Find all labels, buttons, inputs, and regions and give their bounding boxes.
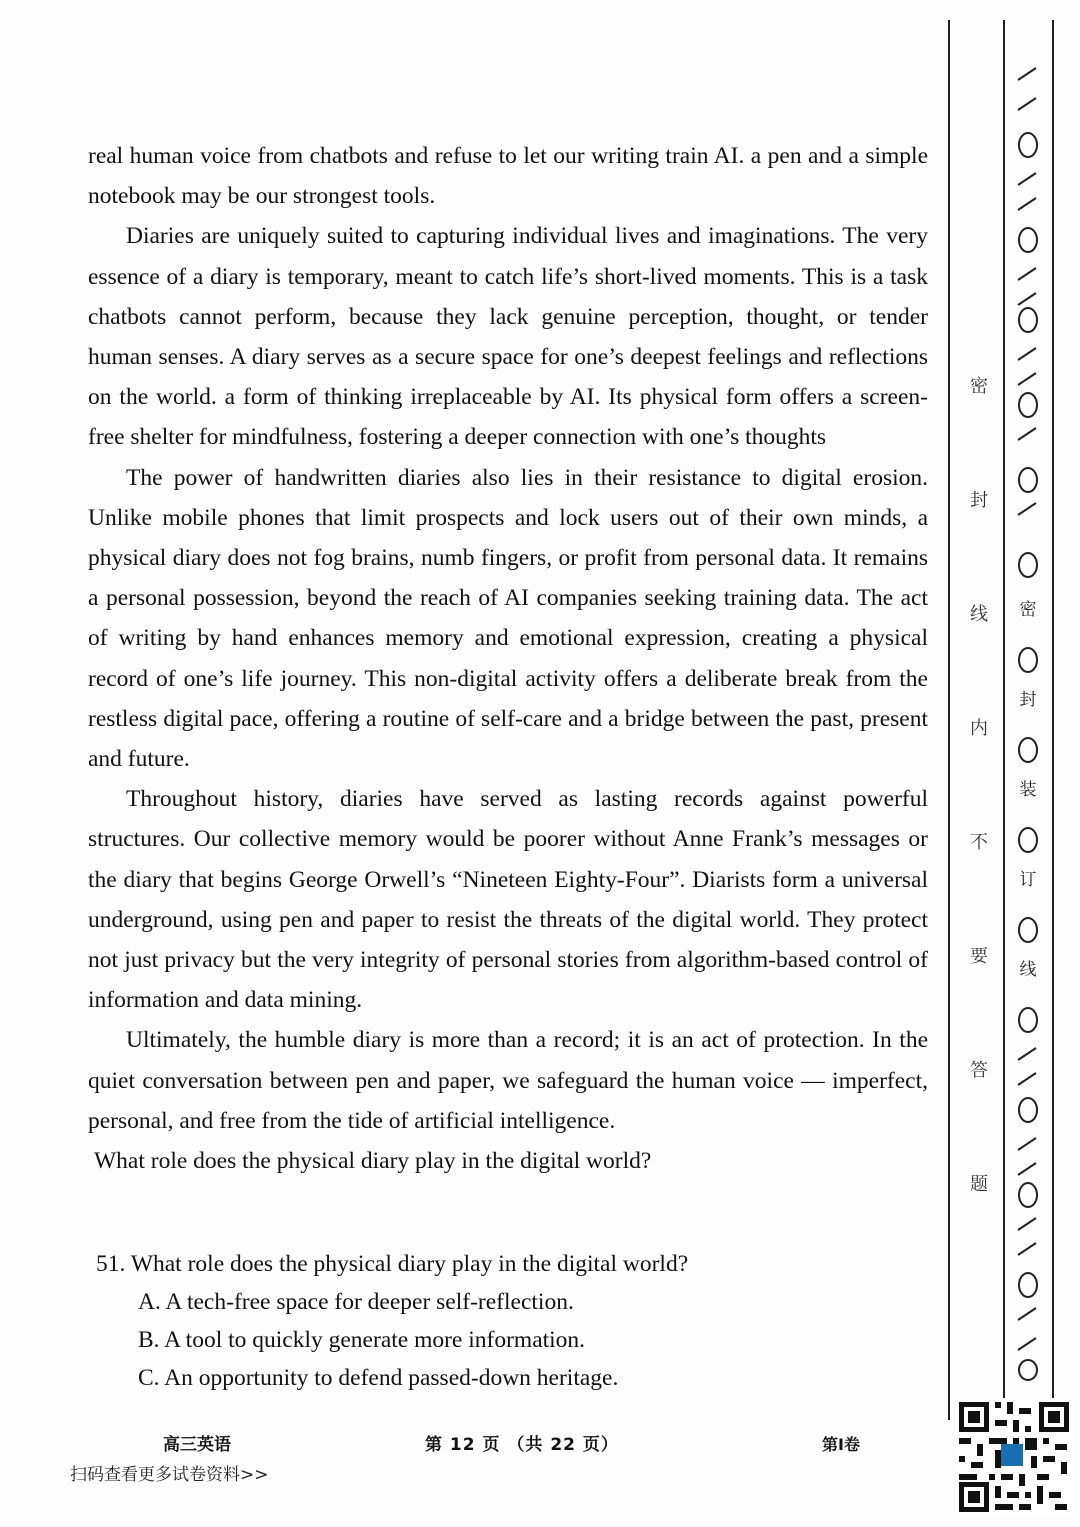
binding-outer-char: 密 bbox=[1019, 600, 1037, 620]
option-b: B. A tool to quickly generate more information. bbox=[138, 1327, 586, 1353]
paragraph-continued: real human voice from chatbots and refuse to let our writing train AI. a pen and a simple notebook may be our strongest tools. bbox=[88, 143, 928, 210]
footer-subject: 高三英语 bbox=[163, 1435, 231, 1455]
binding-char: 答 bbox=[970, 1060, 988, 1081]
binding-char: 不 bbox=[970, 832, 988, 853]
binding-line-inner bbox=[948, 20, 950, 1420]
paragraph-history: Throughout history, diaries have served as lasting records against powerful structures. Our collective memory would be poorer without Anne Frank’s messages or the diary that begins George Orwell’s “Nineteen Eighty-Four”. Diarists form a universal underground, using pen and paper to resist the threats of the digital world. They protect not just privacy but the very integrity of personal stories from algorithm-based control of information and data mining. bbox=[88, 786, 928, 1014]
binding-char: 密 bbox=[970, 376, 988, 397]
footer-volume: 第I卷 bbox=[822, 1435, 860, 1454]
footer-page-number: 第 12 页 （共 22 页） bbox=[425, 1435, 619, 1455]
question-51 bbox=[96, 1245, 916, 1397]
binding-outer-char: 封 bbox=[1019, 690, 1037, 710]
binding-seal-strip bbox=[1010, 60, 1046, 1400]
qr-code-graphic bbox=[955, 1398, 1073, 1516]
binding-seal-graphic bbox=[1010, 60, 1046, 1400]
qr-code[interactable] bbox=[955, 1398, 1073, 1516]
paragraph-diaries-suited: Diaries are uniquely suited to capturing individual lives and imaginations. The very essence of a diary is temporary, meant to catch life’s short-lived moments. This is a task chatbots cannot perform, because they lack genuine perception, thought, or tender human senses. A diary serves as a secure space for one’s deepest feelings and reflections on the world. a form of thinking irreplaceable by AI. Its physical form offers a screen-free shelter for mindfulness, fostering a deeper connection with one’s thoughts bbox=[88, 223, 928, 451]
option-a: A. A tech-free space for deeper self-reflection. bbox=[138, 1289, 574, 1315]
binding-char: 内 bbox=[970, 718, 988, 739]
binding-line-outer bbox=[1052, 20, 1054, 1420]
paragraph-question-repeat: What role does the physical diary play in the digital world? bbox=[94, 1148, 652, 1175]
option-c: C. An opportunity to defend passed-down heritage. bbox=[138, 1365, 619, 1391]
binding-outer-char: 装 bbox=[1019, 780, 1037, 800]
binding-notice bbox=[962, 0, 996, 1400]
paragraph-handwritten-power: The power of handwritten diaries also lies in their resistance to digital erosion. Unlike mobile phones that limit prospects and lock users out of their own minds, a physical diary does not fog brains, numb fingers, or profit from personal data. It remains a personal possession, beyond the reach of AI companies seeking training data. The act of writing by hand enhances memory and emotional expression, creating a physical record of one’s life journey. This non-digital activity offers a deliberate break from the restless digital pace, offering a routine of self-care and a bridge between the past, present and future. bbox=[88, 464, 928, 773]
binding-char: 要 bbox=[970, 946, 988, 967]
reading-passage bbox=[88, 136, 928, 1181]
question-stem: 51. What role does the physical diary play in the digital world? bbox=[96, 1251, 689, 1277]
binding-outer-char: 订 bbox=[1019, 870, 1037, 890]
binding-outer-char: 线 bbox=[1019, 960, 1037, 980]
binding-char: 题 bbox=[970, 1174, 988, 1195]
scan-note: 扫码查看更多试卷资料>> bbox=[70, 1465, 269, 1485]
binding-line-middle bbox=[1003, 20, 1005, 1420]
paragraph-ultimately: Ultimately, the humble diary is more than a record; it is an act of protection. In the quiet conversation between pen and paper, we safeguard the human voice — imperfect, personal, and free from the tide of artificial intelligence. bbox=[88, 1027, 928, 1134]
binding-char: 线 bbox=[970, 604, 988, 625]
binding-char: 封 bbox=[970, 490, 988, 511]
